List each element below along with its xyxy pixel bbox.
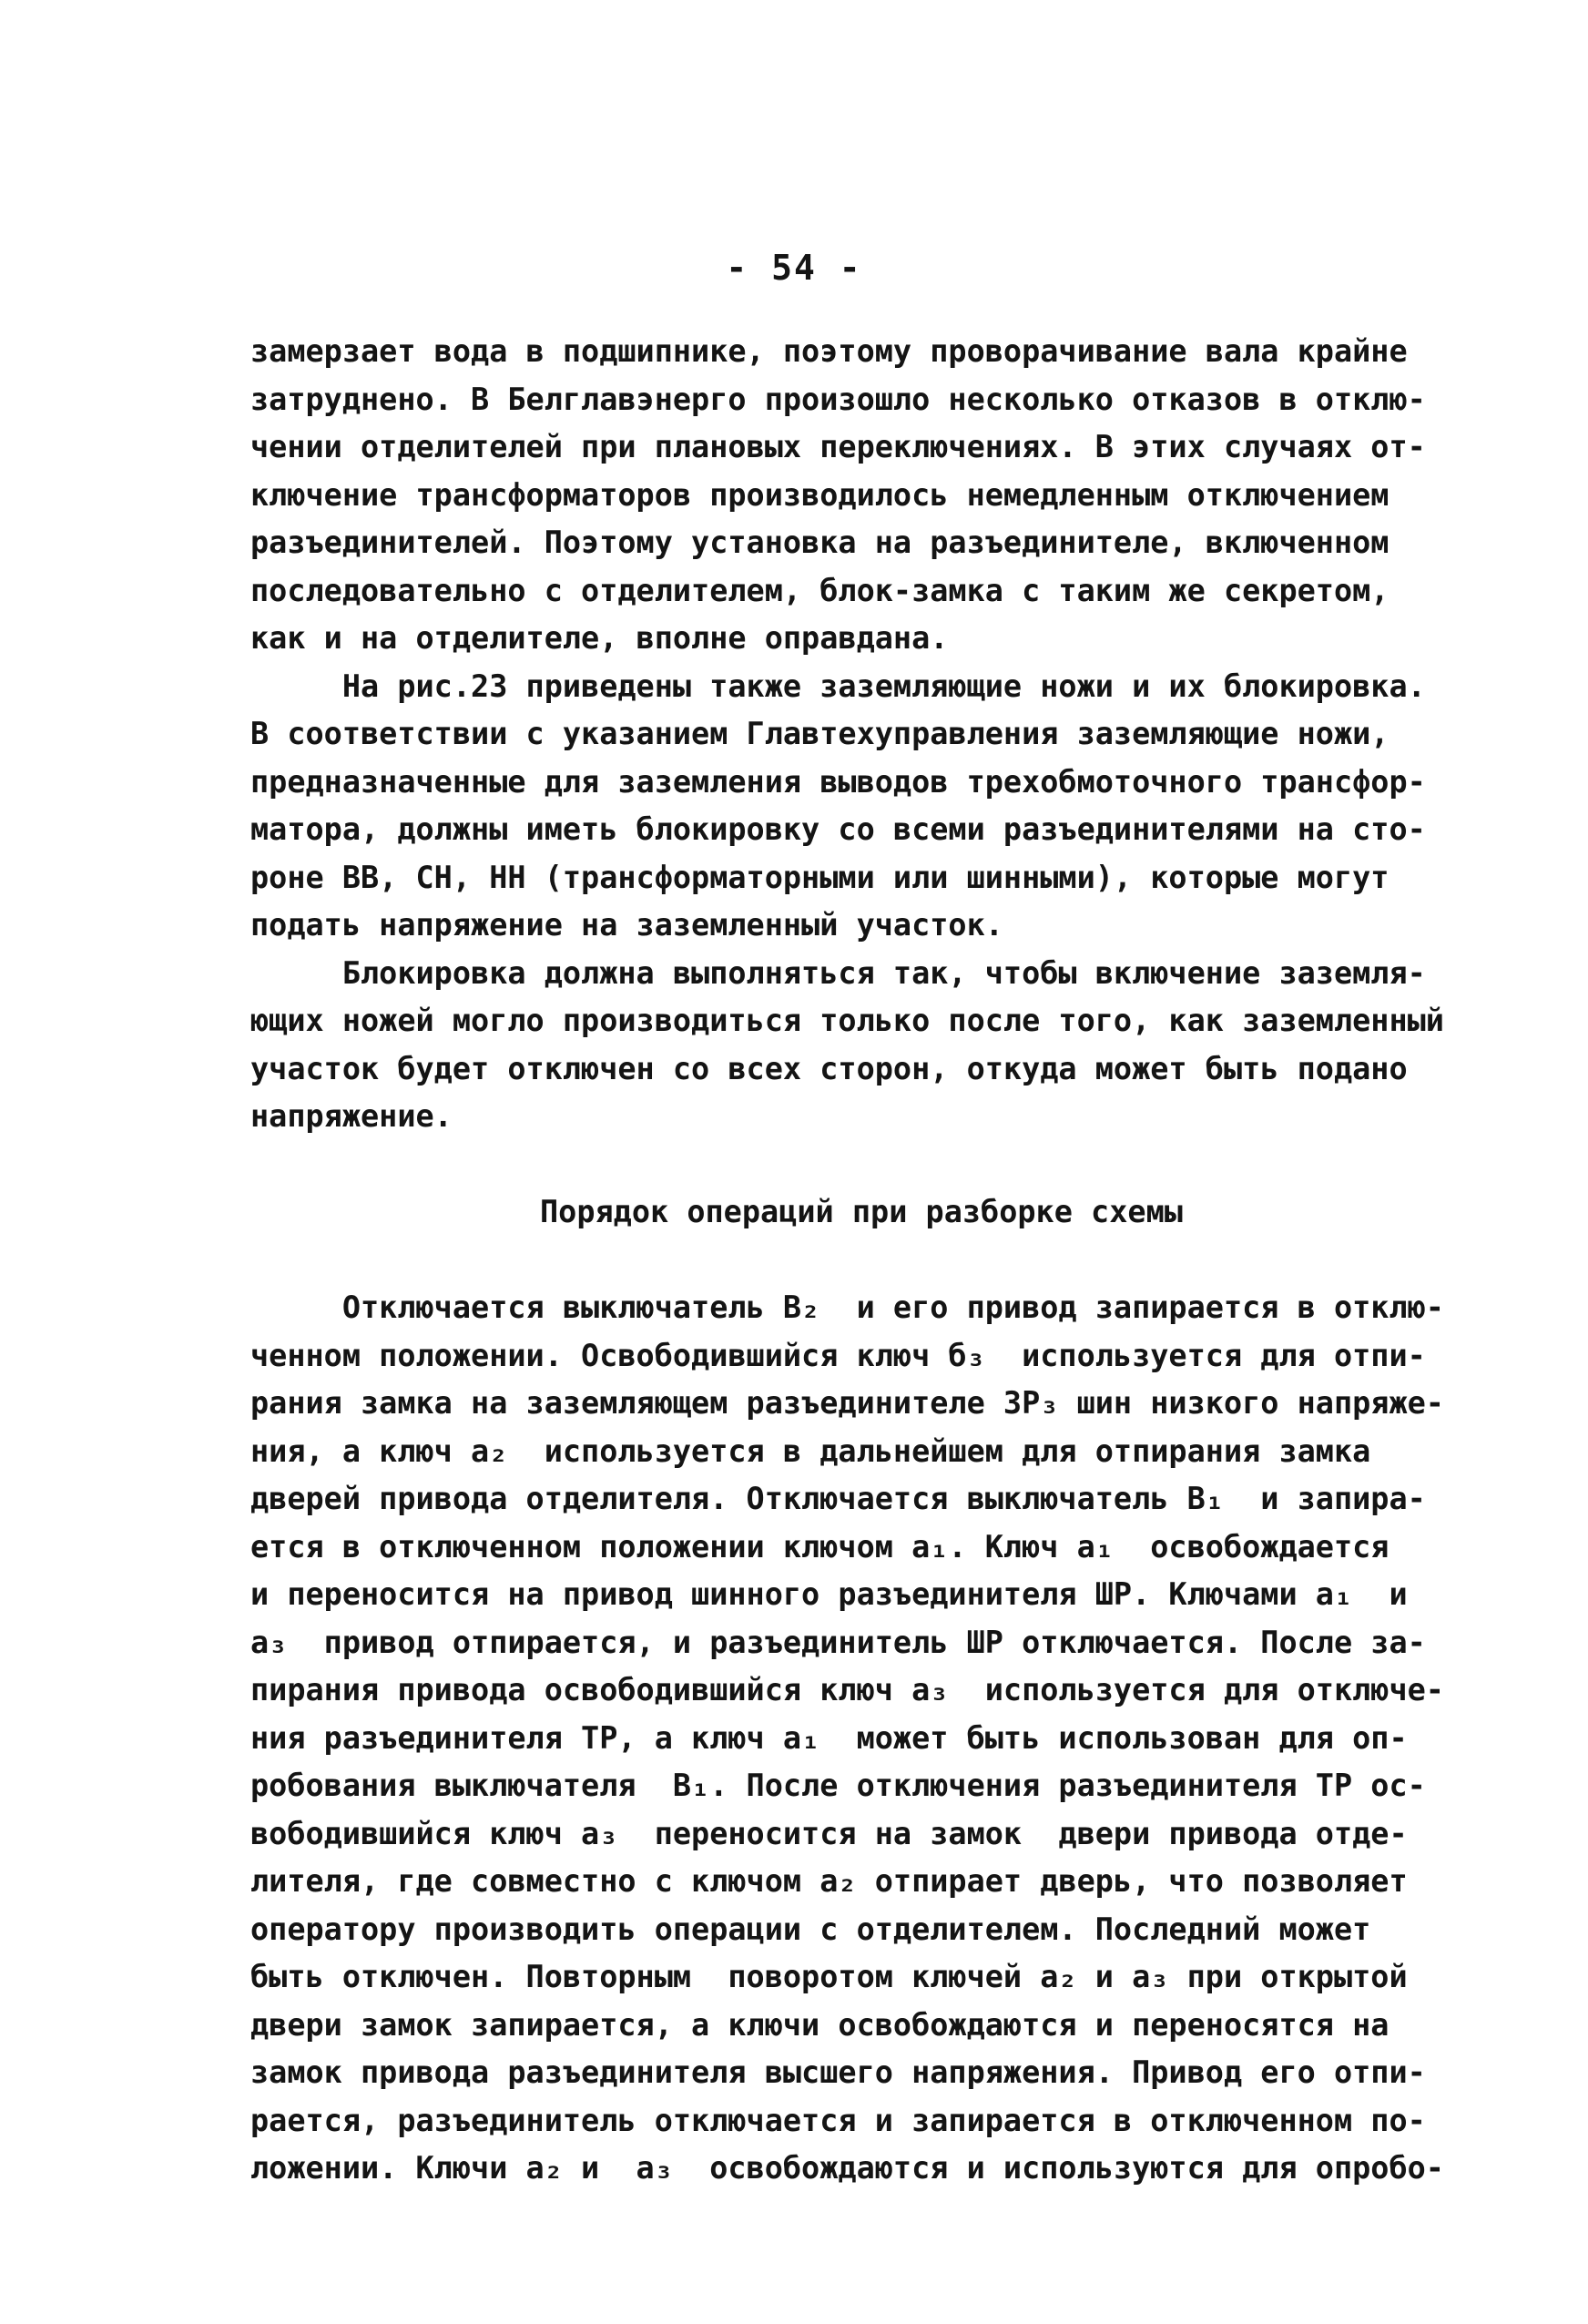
- paragraph-4: [250, 1284, 1471, 2193]
- spacer: [250, 1237, 1471, 1285]
- text-line: ченном положении. Освободившийся ключ б₃ используется для отпи-: [250, 1337, 1426, 1373]
- text-line: вободившийся ключ а₃ переносится на замок двери привода отде-: [250, 1815, 1408, 1851]
- text-line: роне ВВ, СН, НН (трансформаторными или шинными), которые могут: [250, 859, 1390, 895]
- text-line: рается, разъединитель отключается и запирается в отключенном по-: [250, 2102, 1426, 2138]
- text-line: ния разъединителя ТР, а ключ а₁ может быть использован для оп-: [250, 1719, 1408, 1756]
- text-line: и переносится на привод шинного разъединителя ШР. Ключами а₁ и: [250, 1576, 1408, 1612]
- text-line: чении отделителей при плановых переключениях. В этих случаях от-: [250, 429, 1426, 464]
- text-line: быть отключен. Повторным поворотом ключей а₂ и а₃ при открытой: [250, 1959, 1408, 1994]
- text-line: предназначенные для заземления выводов трехобмоточного трансфор-: [250, 763, 1426, 800]
- paragraph-1: [250, 328, 1471, 663]
- text-line: пирания привода освободившийся ключ а₃ используется для отключе-: [250, 1672, 1444, 1707]
- text-line: оператору производить операции с отделителем. Последний может: [250, 1911, 1371, 1947]
- text-line: В соответствии с указанием Главтехуправления заземляющие ножи,: [250, 716, 1390, 751]
- text-line: ющих ножей могло производиться только после того, как заземленный: [250, 1003, 1444, 1038]
- text-line: а₃ привод отпирается, и разъединитель ШР отключается. После за-: [250, 1624, 1426, 1660]
- text-line: ключение трансформаторов производилось немедленным отключением: [250, 476, 1390, 513]
- text-line: ложении. Ключи а₂ и а₃ освобождаются и используются для опробо-: [250, 2150, 1444, 2186]
- text-line: напряжение.: [250, 1098, 453, 1134]
- text-line: дверей привода отделителя. Отключается выключатель В₁ и запира-: [250, 1481, 1426, 1516]
- text-line: Блокировка должна выполняться так, чтобы включение заземля-: [250, 954, 1426, 991]
- text-line: робования выключателя В₁. После отключения разъединителя ТР ос-: [250, 1768, 1426, 1803]
- paragraph-2: [250, 663, 1471, 950]
- text-line: замок привода разъединителя высшего напряжения. Привод его отпи-: [250, 2054, 1426, 2090]
- text-line: На рис.23 приведены также заземляющие ножи и их блокировка.: [250, 668, 1426, 704]
- text-line: подать напряжение на заземленный участок.: [250, 907, 1003, 943]
- text-line: матора, должны иметь блокировку со всеми разъединителями на сто-: [250, 811, 1426, 847]
- paragraph-3: [250, 950, 1471, 1141]
- spacer: [250, 1141, 1471, 1189]
- section-heading: Порядок операций при разборке схемы: [540, 1194, 1183, 1229]
- text-line: Отключается выключатель В₂ и его привод запирается в отклю-: [250, 1289, 1444, 1325]
- text-line: как и на отделителе, вполне оправдана.: [250, 620, 949, 656]
- text-line: ется в отключенном положении ключом а₁. Ключ а₁ освобождается: [250, 1528, 1390, 1565]
- text-line: участок будет отключен со всех сторон, откуда может быть подано: [250, 1050, 1408, 1086]
- text-line: замерзает вода в подшипнике, поэтому проворачивание вала крайне: [250, 333, 1408, 369]
- text-line: лителя, где совместно с ключом а₂ отпирает дверь, что позволяет: [250, 1863, 1408, 1899]
- text-line: ния, а ключ а₂ используется в дальнейшем для отпирания замка: [250, 1432, 1371, 1469]
- text-line: двери замок запирается, а ключи освобождаются и переносятся на: [250, 2006, 1390, 2043]
- text-line: рания замка на заземляющем разъединителе ЗР₃ шин низкого напряже-: [250, 1385, 1444, 1421]
- text-line: затруднено. В Белглавэнерго произошло несколько отказов в отклю-: [250, 381, 1426, 417]
- text-line: последовательно с отделителем, блок-замка с таким же секретом,: [250, 572, 1390, 608]
- page-number: - 54 -: [726, 248, 862, 288]
- body-text: [250, 328, 1471, 2193]
- text-line: разъединителей. Поэтому установка на разъединителе, включенном: [250, 525, 1390, 560]
